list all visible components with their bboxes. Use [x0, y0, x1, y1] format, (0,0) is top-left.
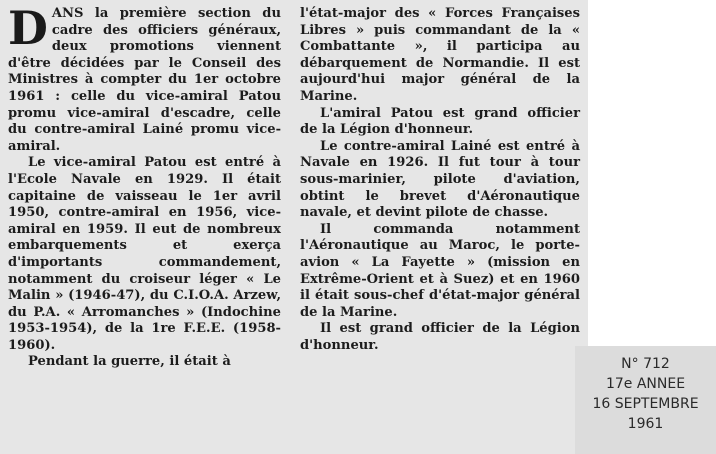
- paragraph-4: l'état-major des « Forces Françaises Libres » puis commandant de la « Combattante », il participa au débarquement de Normandie. Il est aujourd'hui major général de la Marine.: [300, 6, 580, 104]
- issue-info-box: [575, 346, 716, 454]
- paragraph-7: Il commanda notamment l'Aéronautique au Maroc, le porte-avion « La Fayette » (mission en Extrême-Orient et à Suez) et en 1960 il était sous-chef d'état-major général de la Marine.: [300, 221, 580, 320]
- paragraph-8: Il est grand officier de la Légion d'honneur.: [300, 321, 580, 353]
- paragraph-3: Pendant la guerre, il était à: [28, 354, 231, 370]
- issue-year-number: 1961: [627, 416, 664, 432]
- article-column-right: [300, 6, 580, 354]
- paragraph-1-text: ANS la première section du cadre des officiers généraux, deux promotions viennent d'être décidées par le Conseil des Ministres à compter du 1er octobre 1961 : celle du vice-amiral Patou promu vice-amiral d'escadre, celle du contre-amiral Lainé promu vice-amiral.: [8, 6, 281, 154]
- issue-year: 17e ANNEE: [605, 376, 686, 392]
- paragraph-5: L'amiral Patou est grand officier de la Légion d'honneur.: [300, 105, 580, 138]
- paragraph-2: Le vice-amiral Patou est entré à l'Ecole Navale en 1929. Il était capitaine de vaisseau le 1er avril 1950, contre-amiral en 1956, vice-amiral en 1959. Il eut de nombreux embarquements et exerça d'importants commandement, notamment du croiseur léger « Le Malin » (1946-47), du C.I.O.A. Arzew, du P.A. « Arromanches » (Indochine 1953-1954), de la 1re F.E.E. (1958-1960).: [8, 155, 281, 353]
- article-column-left: [8, 1, 281, 371]
- drop-cap: D: [8, 1, 48, 55]
- paragraph-1: [8, 1, 281, 155]
- issue-number: N° 712: [621, 356, 670, 372]
- issue-date: 16 SEPTEMBRE: [592, 396, 699, 412]
- paragraph-6: Le contre-amiral Lainé est entré à Navale en 1926. Il fut tour à tour sous-marinier, pilote d'aviation, obtint le brevet d'Aéronautique navale, et devint pilote de chasse.: [300, 138, 580, 221]
